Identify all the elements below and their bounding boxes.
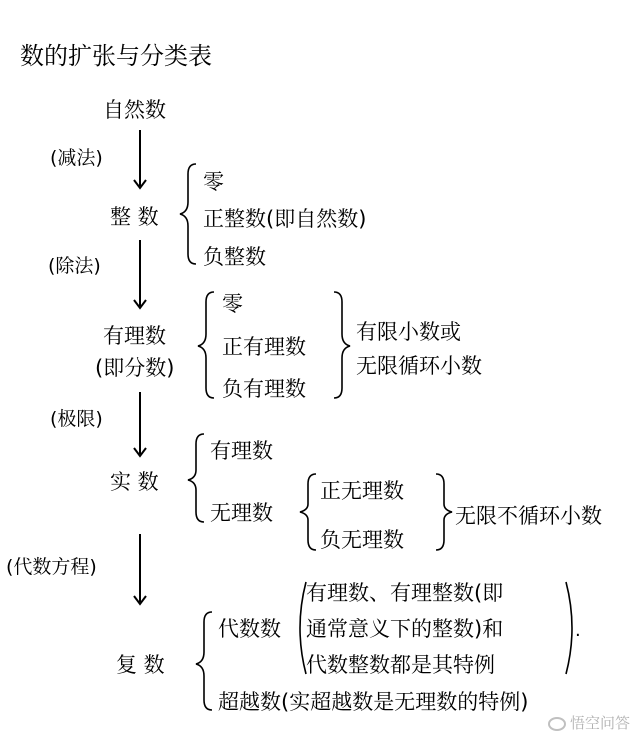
paren-algebraic-left (300, 582, 306, 674)
algebraic-desc-line-2: 通常意义下的整数)和 (306, 617, 504, 641)
rational-decimal-line-1: 有限小数或 (356, 320, 461, 344)
integer-branch-positive: 正整数(即自然数) (203, 207, 367, 231)
operation-division: (除法) (48, 255, 101, 277)
complex-branch-transcendental: 超越数(实超越数是无理数的特例) (218, 690, 529, 714)
brace-irrational-right (436, 474, 452, 550)
rational-decimal-line-2: 无限循环小数 (356, 354, 482, 378)
integer-branch-negative: 负整数 (203, 245, 266, 269)
irrational-branch-positive: 正无理数 (320, 479, 404, 503)
irrational-decimal-note: 无限不循环小数 (455, 504, 602, 528)
node-complex-numbers: 复 数 (116, 653, 165, 677)
rational-branch-zero: 零 (222, 292, 243, 316)
node-real-numbers: 实 数 (110, 470, 159, 494)
brace-rational-left (198, 292, 214, 398)
operation-limit: (极限) (50, 408, 103, 430)
algebraic-desc-line-1: 有理数、有理整数(即 (306, 581, 504, 605)
rational-branch-negative: 负有理数 (222, 377, 306, 401)
complex-branch-algebraic: 代数数 (218, 617, 281, 641)
brace-irrational-left (300, 474, 316, 550)
watermark: 悟空问答 (548, 712, 630, 733)
node-rational-numbers: 有理数 (103, 324, 166, 348)
node-rational-alias: (即分数) (95, 356, 175, 380)
brace-complex (196, 612, 212, 710)
rational-branch-positive: 正有理数 (222, 335, 306, 359)
brace-integer (180, 164, 196, 264)
page-title: 数的扩张与分类表 (20, 42, 212, 70)
svg-text:.: . (575, 620, 581, 641)
chat-bubble-icon (548, 717, 566, 731)
brace-rational-right (334, 292, 350, 398)
node-integers: 整 数 (110, 205, 159, 229)
irrational-branch-negative: 负无理数 (320, 528, 404, 552)
real-branch-rational: 有理数 (210, 439, 273, 463)
paren-algebraic-right (566, 582, 572, 674)
node-natural-numbers: 自然数 (103, 98, 166, 122)
operation-algebraic-equation: (代数方程) (6, 556, 97, 578)
operation-subtraction: (减法) (50, 147, 103, 169)
brace-real (188, 434, 204, 522)
real-branch-irrational: 无理数 (210, 501, 273, 525)
integer-branch-zero: 零 (203, 170, 224, 194)
algebraic-desc-line-3: 代数整数都是其特例 (306, 653, 495, 677)
